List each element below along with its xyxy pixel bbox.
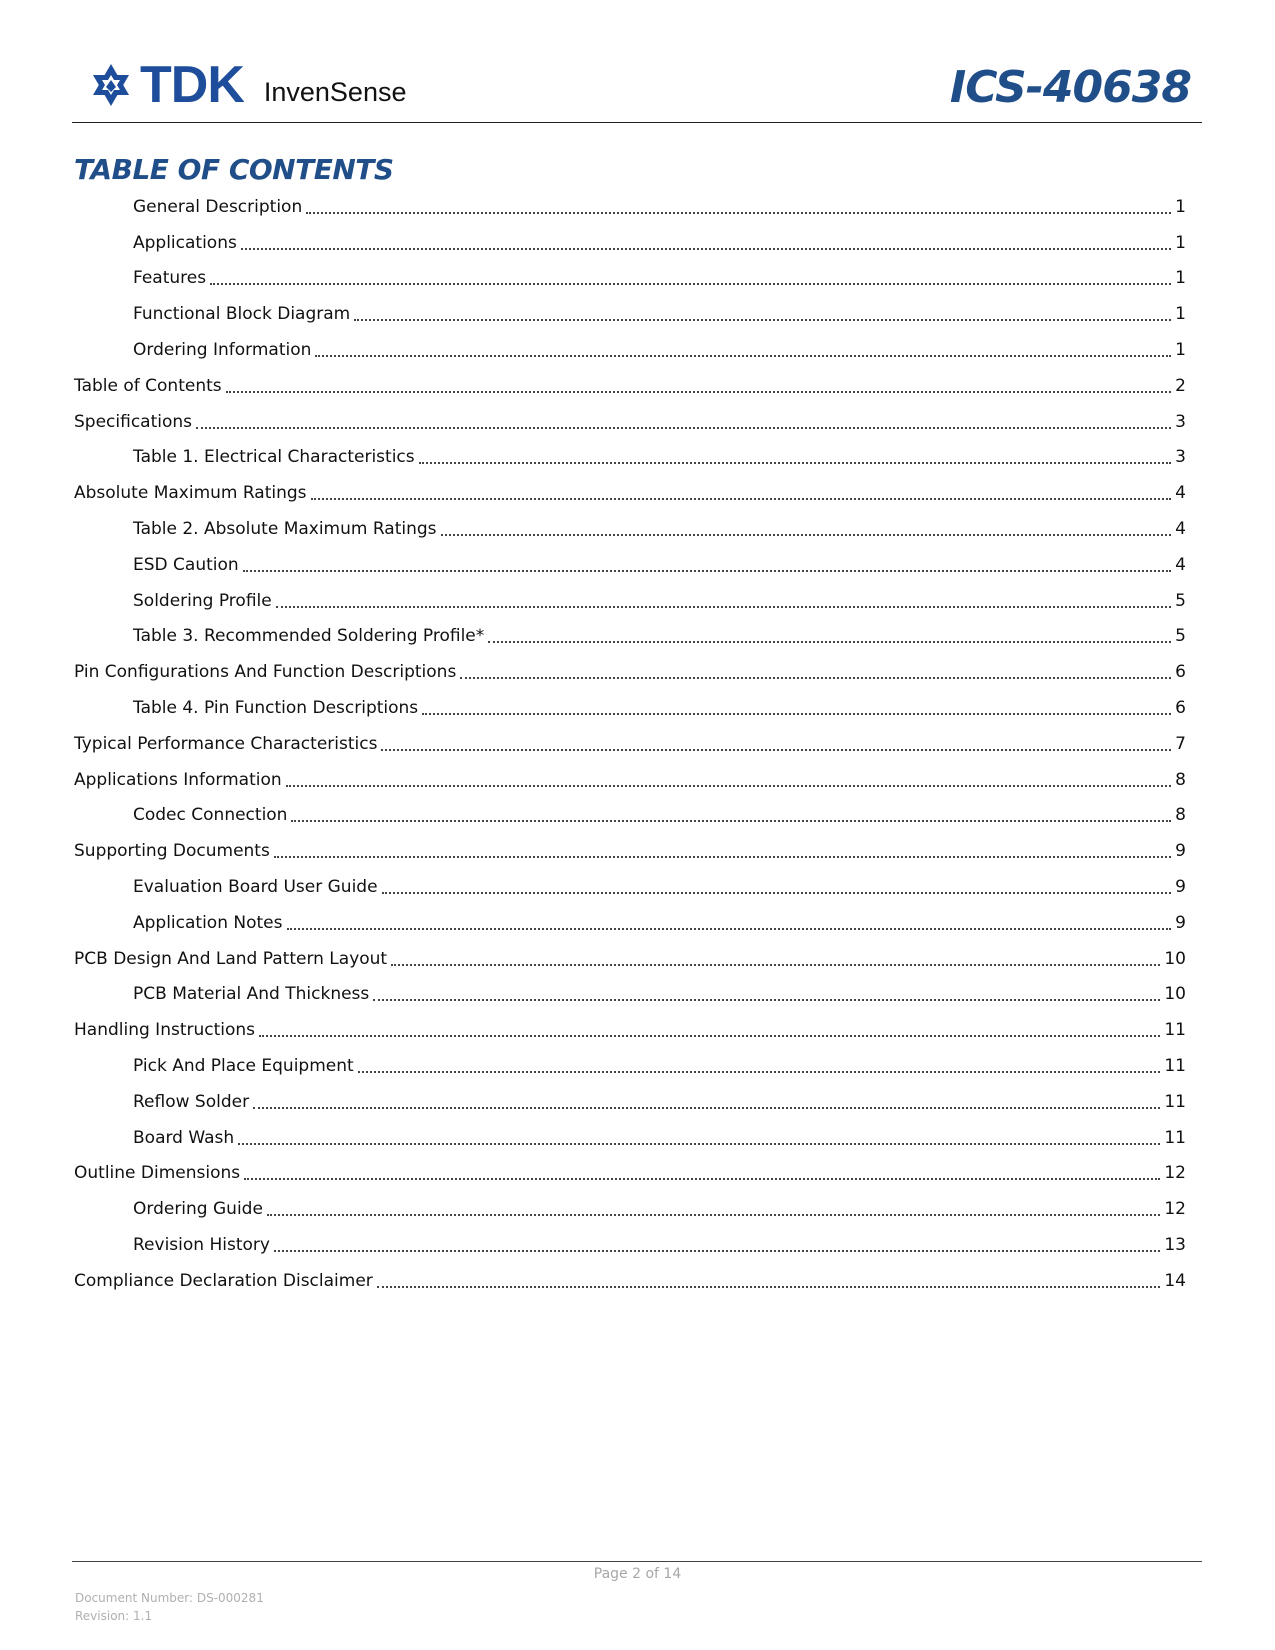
table-of-contents — [74, 189, 1186, 1299]
toc-entry-title[interactable]: Functional Block Diagram — [133, 304, 351, 325]
toc-dot-leader — [460, 677, 1171, 679]
toc-entry-title[interactable]: General Description — [133, 196, 303, 217]
toc-entry-page[interactable]: 1 — [1175, 304, 1186, 325]
toc-entry[interactable] — [74, 1227, 1186, 1263]
toc-dot-leader — [441, 534, 1172, 536]
page-number: Page 2 of 14 — [593, 1566, 682, 1582]
toc-entry[interactable] — [74, 332, 1186, 368]
toc-entry[interactable] — [74, 1084, 1186, 1120]
toc-entry-page[interactable]: 1 — [1175, 340, 1186, 361]
toc-entry-title[interactable]: Specifications — [74, 411, 193, 432]
toc-entry[interactable] — [74, 1191, 1186, 1227]
header-divider — [72, 122, 1202, 123]
toc-entry-title[interactable]: Revision History — [133, 1235, 270, 1255]
toc-entry[interactable] — [74, 977, 1186, 1013]
toc-entry-title[interactable]: Supporting Documents — [74, 841, 270, 862]
toc-entry[interactable] — [74, 547, 1186, 583]
revision-label: Revision: 1.1 — [75, 1609, 153, 1623]
toc-entry[interactable] — [74, 762, 1186, 798]
logo-subtext: InvenSense — [263, 77, 407, 107]
toc-dot-leader — [382, 892, 1172, 894]
toc-entry-title[interactable]: PCB Material And Thickness — [133, 984, 370, 1005]
toc-dot-leader — [196, 427, 1171, 429]
toc-dot-leader — [210, 283, 1171, 285]
toc-entry-title[interactable]: Pin Configurations And Function Descriptions — [74, 662, 457, 683]
toc-dot-leader — [267, 1214, 1160, 1216]
toc-entry[interactable] — [74, 368, 1186, 404]
logo-wordmark: TDK — [140, 56, 244, 114]
toc-entry-page[interactable]: 9 — [1175, 877, 1186, 898]
toc-entry-page[interactable]: 2 — [1175, 375, 1186, 396]
toc-entry-title[interactable]: Ordering Information — [133, 340, 312, 361]
toc-entry[interactable] — [74, 440, 1186, 476]
toc-dot-leader — [488, 641, 1171, 643]
toc-dot-leader — [253, 1107, 1160, 1109]
toc-entry-title[interactable]: Applications Information — [74, 769, 282, 790]
toc-entry-title[interactable]: Application Notes — [133, 912, 283, 933]
toc-entry-title[interactable]: Table 1. Electrical Characteristics — [133, 447, 415, 468]
toc-dot-leader — [315, 355, 1171, 357]
toc-dot-leader — [358, 1071, 1161, 1073]
toc-entry[interactable] — [74, 1048, 1186, 1084]
toc-entry-page[interactable]: 14 — [1164, 1270, 1186, 1291]
toc-entry-title[interactable]: Table 4. Pin Function Descriptions — [133, 698, 419, 719]
toc-entry-page[interactable]: 4 — [1175, 483, 1186, 504]
toc-dot-leader — [238, 1143, 1160, 1145]
toc-entry[interactable] — [74, 833, 1186, 869]
toc-entry-page[interactable]: 3 — [1175, 447, 1186, 468]
toc-entry-title[interactable]: Handling Instructions — [74, 1020, 256, 1041]
toc-entry-title[interactable]: Ordering Guide — [133, 1199, 263, 1220]
toc-entry-page[interactable]: 11 — [1164, 1127, 1186, 1148]
toc-entry[interactable] — [74, 869, 1186, 905]
toc-entry-page[interactable]: 13 — [1164, 1235, 1186, 1255]
toc-entry-title[interactable]: Features — [133, 268, 207, 289]
toc-dot-leader — [274, 856, 1171, 858]
toc-entry-title[interactable]: Table of Contents — [74, 375, 222, 396]
toc-entry-title[interactable]: PCB Design And Land Pattern Layout — [74, 948, 388, 969]
toc-dot-leader — [419, 462, 1172, 464]
document-number: Document Number: DS-000281 — [75, 1591, 264, 1605]
toc-entry-title[interactable]: Reflow Solder — [133, 1091, 250, 1112]
toc-entry[interactable] — [74, 511, 1186, 547]
toc-entry[interactable] — [74, 726, 1186, 762]
toc-entry-page[interactable]: 1 — [1175, 268, 1186, 289]
toc-entry-page[interactable]: 5 — [1175, 626, 1186, 647]
toc-dot-leader — [259, 1035, 1160, 1037]
toc-dot-leader — [243, 570, 1172, 572]
toc-entry-title[interactable]: Absolute Maximum Ratings — [74, 483, 307, 504]
toc-entry[interactable] — [74, 1120, 1186, 1156]
toc-entry[interactable] — [74, 905, 1186, 941]
toc-entry-page[interactable]: 9 — [1175, 912, 1186, 933]
toc-dot-leader — [306, 212, 1171, 214]
toc-dot-leader — [286, 785, 1172, 787]
toc-dot-leader — [274, 1250, 1160, 1252]
toc-entry-page[interactable]: 4 — [1175, 519, 1186, 540]
toc-entry-title[interactable]: Codec Connection — [133, 805, 288, 826]
toc-entry-page[interactable]: 12 — [1164, 1163, 1186, 1184]
toc-entry[interactable] — [74, 404, 1186, 440]
toc-entry-page[interactable]: 6 — [1175, 698, 1186, 719]
toc-entry[interactable] — [74, 690, 1186, 726]
toc-entry[interactable] — [74, 1012, 1186, 1048]
toc-entry-title[interactable]: Compliance Declaration Disclaimer — [74, 1270, 373, 1291]
toc-entry-page[interactable]: 11 — [1164, 1091, 1186, 1112]
toc-entry-page[interactable]: 10 — [1164, 984, 1186, 1005]
toc-dot-leader — [381, 749, 1171, 751]
toc-dot-leader — [377, 1286, 1161, 1288]
toc-entry-page[interactable]: 1 — [1175, 232, 1186, 253]
toc-entry-page[interactable]: 6 — [1175, 662, 1186, 683]
toc-dot-leader — [291, 820, 1171, 822]
toc-entry-page[interactable]: 4 — [1175, 554, 1186, 575]
toc-entry[interactable] — [74, 475, 1186, 511]
toc-entry-page[interactable]: 12 — [1164, 1199, 1186, 1220]
toc-entry[interactable] — [74, 261, 1186, 297]
toc-entry[interactable] — [74, 941, 1186, 977]
toc-dot-leader — [311, 498, 1172, 500]
toc-entry-title[interactable]: Board Wash — [133, 1127, 235, 1148]
toc-entry[interactable] — [74, 189, 1186, 225]
toc-dot-leader — [287, 928, 1172, 930]
toc-dot-leader — [241, 248, 1171, 250]
toc-entry-page[interactable]: 11 — [1164, 1020, 1186, 1041]
toc-entry-page[interactable]: 11 — [1164, 1056, 1186, 1077]
toc-entry-page[interactable]: 8 — [1175, 769, 1186, 790]
toc-entry[interactable] — [74, 1263, 1186, 1299]
toc-entry-title[interactable]: Table 2. Absolute Maximum Ratings — [133, 519, 437, 540]
toc-dot-leader — [354, 319, 1171, 321]
document-meta — [75, 1589, 264, 1625]
toc-dot-leader — [276, 606, 1171, 608]
toc-entry[interactable] — [74, 225, 1186, 261]
toc-entry-title[interactable]: Applications — [133, 232, 237, 253]
toc-entry[interactable] — [74, 583, 1186, 619]
document-title: ICS-40638 — [949, 62, 1191, 113]
toc-entry-title[interactable]: Evaluation Board User Guide — [133, 877, 378, 898]
toc-entry-title[interactable]: Typical Performance Characteristics — [74, 733, 378, 754]
toc-entry-title[interactable]: Table 3. Recommended Soldering Profile* — [133, 626, 485, 647]
toc-entry-title[interactable]: Pick And Place Equipment — [133, 1056, 354, 1077]
toc-dot-leader — [422, 713, 1171, 715]
toc-dot-leader — [391, 964, 1160, 966]
tdk-invensense-logo — [88, 56, 407, 114]
toc-entry[interactable] — [74, 1156, 1186, 1192]
toc-entry[interactable] — [74, 798, 1186, 834]
toc-dot-leader — [244, 1178, 1160, 1180]
footer-divider — [72, 1561, 1202, 1562]
toc-entry-page[interactable]: 1 — [1175, 196, 1186, 217]
toc-entry-title[interactable]: Outline Dimensions — [74, 1163, 241, 1184]
toc-entry[interactable] — [74, 619, 1186, 655]
toc-entry-page[interactable]: 10 — [1164, 948, 1186, 969]
tdk-star-icon — [88, 62, 134, 108]
toc-entry-page[interactable]: 5 — [1175, 590, 1186, 611]
toc-entry-title[interactable]: Soldering Profile — [133, 590, 272, 611]
toc-entry[interactable] — [74, 654, 1186, 690]
toc-entry-page[interactable]: 7 — [1175, 733, 1186, 754]
toc-entry[interactable] — [74, 296, 1186, 332]
toc-entry-page[interactable]: 3 — [1175, 411, 1186, 432]
toc-dot-leader — [226, 391, 1172, 393]
toc-heading: TABLE OF CONTENTS — [74, 153, 394, 186]
toc-entry-page[interactable]: 9 — [1175, 841, 1186, 862]
toc-entry-title[interactable]: ESD Caution — [133, 554, 239, 575]
toc-dot-leader — [373, 999, 1160, 1001]
toc-entry-page[interactable]: 8 — [1175, 805, 1186, 826]
